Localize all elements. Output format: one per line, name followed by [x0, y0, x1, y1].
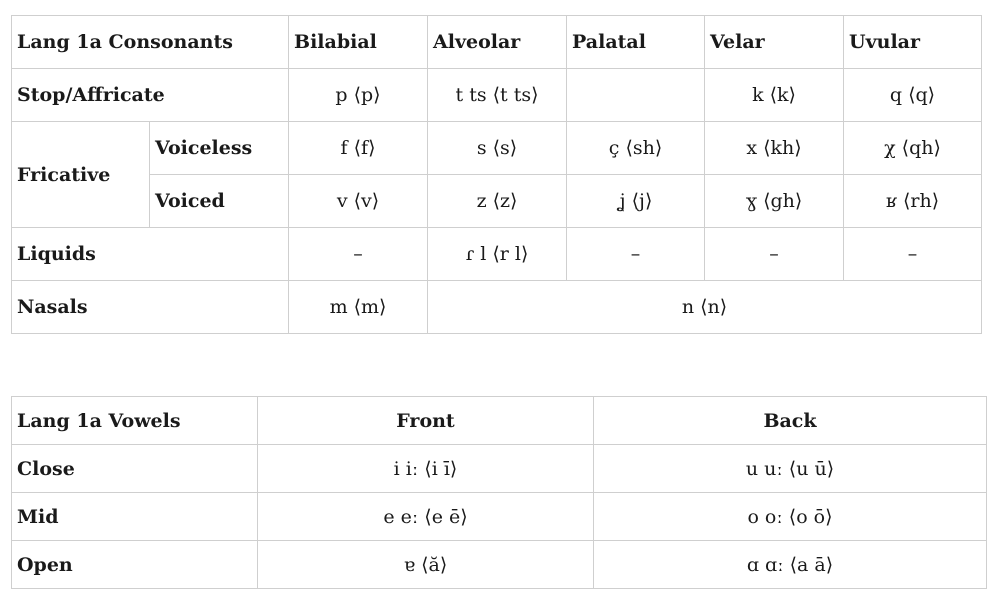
row-label-open: Open: [12, 541, 258, 589]
consonants-header-row: [12, 16, 982, 69]
column-header-back: Back: [594, 397, 987, 445]
row-label-stop-affricate: Stop/Affricate: [12, 69, 289, 122]
cell-mid-front: e eː ⟨e ē⟩: [258, 493, 594, 541]
cell-stop-alveolar: t ts ⟨t ts⟩: [428, 69, 567, 122]
column-header-bilabial: Bilabial: [289, 16, 428, 69]
cell-open-back: ɑ ɑː ⟨a ā⟩: [594, 541, 987, 589]
cell-liquids-alveolar: ɾ l ⟨r l⟩: [428, 228, 567, 281]
cell-nasals-bilabial: m ⟨m⟩: [289, 281, 428, 334]
row-fricative-voiced: [12, 175, 982, 228]
cell-stop-bilabial: p ⟨p⟩: [289, 69, 428, 122]
cell-open-front: ɐ ⟨ă⟩: [258, 541, 594, 589]
cell-liquids-palatal: –: [567, 228, 705, 281]
row-close: [12, 445, 987, 493]
cell-voiced-velar: ɣ ⟨gh⟩: [705, 175, 844, 228]
cell-stop-palatal: [567, 69, 705, 122]
row-nasals: [12, 281, 982, 334]
row-stop-affricate: [12, 69, 982, 122]
row-open: [12, 541, 987, 589]
cell-voiceless-uvular: χ ⟨qh⟩: [844, 122, 982, 175]
cell-nasals-alveolar-to-uvular: n ⟨n⟩: [428, 281, 982, 334]
row-label-mid: Mid: [12, 493, 258, 541]
column-header-palatal: Palatal: [567, 16, 705, 69]
row-liquids: [12, 228, 982, 281]
row-label-nasals: Nasals: [12, 281, 289, 334]
cell-close-front: i iː ⟨i ī⟩: [258, 445, 594, 493]
cell-stop-velar: k ⟨k⟩: [705, 69, 844, 122]
cell-voiceless-velar: x ⟨kh⟩: [705, 122, 844, 175]
cell-liquids-uvular: –: [844, 228, 982, 281]
row-label-voiceless: Voiceless: [150, 122, 289, 175]
cell-close-back: u uː ⟨u ū⟩: [594, 445, 987, 493]
row-label-fricative: Fricative: [12, 122, 150, 228]
cell-mid-back: o oː ⟨o ō⟩: [594, 493, 987, 541]
consonants-title: Lang 1a Consonants: [12, 16, 289, 69]
row-fricative-voiceless: [12, 122, 982, 175]
column-header-velar: Velar: [705, 16, 844, 69]
cell-voiced-palatal: ʝ ⟨j⟩: [567, 175, 705, 228]
cell-voiceless-palatal: ç ⟨sh⟩: [567, 122, 705, 175]
vowels-title: Lang 1a Vowels: [12, 397, 258, 445]
row-label-voiced: Voiced: [150, 175, 289, 228]
column-header-alveolar: Alveolar: [428, 16, 567, 69]
cell-liquids-bilabial: –: [289, 228, 428, 281]
cell-voiced-alveolar: z ⟨z⟩: [428, 175, 567, 228]
cell-stop-uvular: q ⟨q⟩: [844, 69, 982, 122]
row-mid: [12, 493, 987, 541]
column-header-uvular: Uvular: [844, 16, 982, 69]
cell-voiceless-alveolar: s ⟨s⟩: [428, 122, 567, 175]
vowels-header-row: [12, 397, 987, 445]
cell-liquids-velar: –: [705, 228, 844, 281]
consonants-table: [11, 15, 982, 334]
row-label-close: Close: [12, 445, 258, 493]
cell-voiced-uvular: ʁ ⟨rh⟩: [844, 175, 982, 228]
cell-voiceless-bilabial: f ⟨f⟩: [289, 122, 428, 175]
cell-voiced-bilabial: v ⟨v⟩: [289, 175, 428, 228]
row-label-liquids: Liquids: [12, 228, 289, 281]
column-header-front: Front: [258, 397, 594, 445]
vowels-table: [11, 396, 987, 589]
